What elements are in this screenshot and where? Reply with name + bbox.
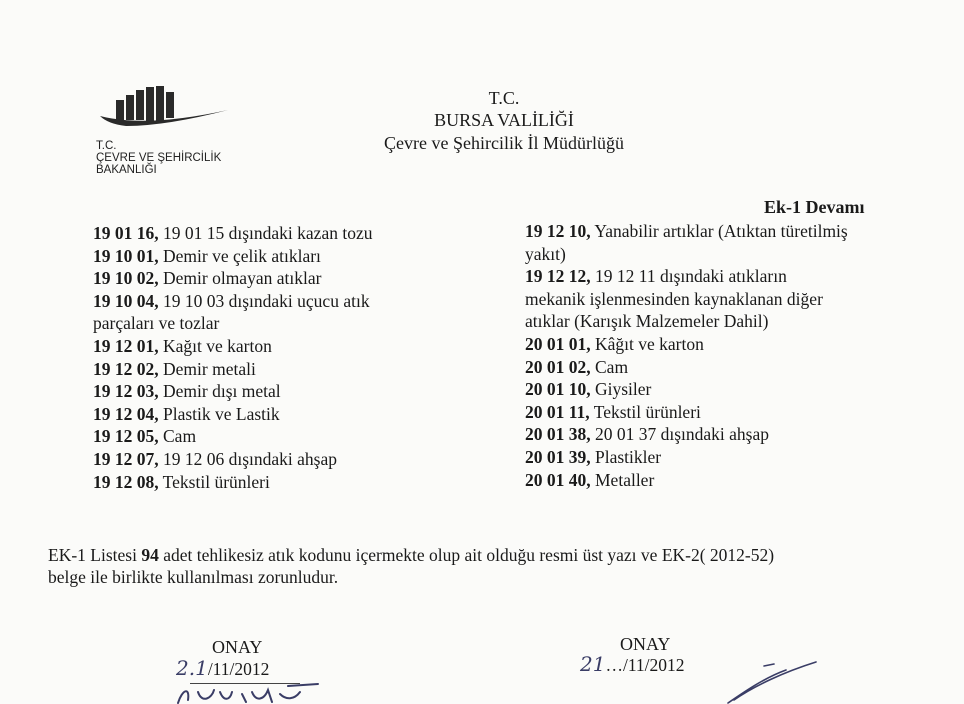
list-item: parçaları ve tozlar: [93, 313, 220, 334]
signature-left-icon: [168, 680, 328, 704]
list-item: mekanik işlenmesinden kaynaklanan diğer: [525, 288, 823, 309]
left-waste-code-list: [93, 222, 372, 493]
handwritten-day-left: 2.1: [176, 656, 208, 680]
logo-text: [96, 140, 221, 176]
list-item: 19 10 01, Demir ve çelik atıkları: [93, 245, 321, 266]
handwritten-day-right: 21: [580, 652, 606, 676]
list-item: 20 01 40, Metaller: [525, 469, 655, 490]
list-item: 20 01 39, Plastikler: [525, 446, 662, 467]
list-item: 19 12 10, Yanabilir artıklar (Atıktan türetilmiş: [525, 221, 848, 241]
header-directorate: Çevre ve Şehircilik İl Müdürlüğü: [384, 133, 624, 153]
approval-label-left: ONAY: [212, 637, 263, 657]
waste-code-count: 94: [141, 545, 159, 565]
list-item: 19 10 02, Demir olmayan atıklar: [93, 268, 322, 289]
usage-note: [48, 544, 774, 588]
logo-line-3: BAKANLIĞI: [96, 164, 157, 176]
list-item: 20 01 11, Tekstil ürünleri: [525, 401, 701, 422]
approval-label-right: ONAY: [620, 634, 671, 654]
list-item: 19 12 04, Plastik ve Lastik: [93, 403, 280, 424]
header-governorship: BURSA VALİLİĞİ: [434, 110, 574, 130]
logo-line-2: ÇEVRE VE ŞEHİRCİLİK: [96, 152, 222, 164]
list-item: 19 12 12, 19 12 11 dışındaki atıkların: [525, 266, 787, 287]
list-item: yakıt): [525, 243, 566, 264]
header-tc: T.C.: [488, 88, 520, 108]
list-item: 19 12 01, Kağıt ve karton: [93, 335, 272, 356]
list-item: 19 12 05, Cam: [93, 426, 197, 447]
ministry-logo-icon: [96, 86, 236, 136]
list-item: 19 12 07, 19 12 06 dışındaki ahşap: [93, 448, 338, 469]
usage-note-line-2: belge ile birlikte kullanılması zorunludur.: [48, 567, 339, 587]
list-item: 19 01 16, 19 01 15 dışındaki kazan tozu: [93, 223, 373, 243]
list-item: 20 01 01, Kâğıt ve karton: [525, 333, 704, 354]
list-item: 20 01 38, 20 01 37 dışındaki ahşap: [525, 424, 770, 445]
logo-line-1: T.C.: [96, 140, 117, 152]
list-item: 20 01 10, Giysiler: [525, 379, 652, 400]
list-item: 19 12 08, Tekstil ürünleri: [93, 471, 270, 492]
approval-date-left: 2.1/11/2012: [176, 656, 270, 680]
list-item: 19 10 04, 19 10 03 dışındaki uçucu atık: [93, 290, 370, 311]
list-item: 19 12 02, Demir metali: [93, 358, 256, 379]
annex-label: Ek-1 Devamı: [764, 197, 865, 217]
list-item: 19 12 03, Demir dışı metal: [93, 381, 281, 402]
usage-note-line-1: EK-1 Listesi 94 adet tehlikesiz atık kodunu içermekte olup ait olduğu resmi üst yazı ve EK-2( 2012-52): [48, 545, 775, 565]
signature-right-icon: [724, 660, 824, 704]
right-waste-code-list: [525, 220, 848, 491]
list-item: atıklar (Karışık Malzemeler Dahil): [525, 311, 769, 332]
approval-date-right: 21…/11/2012: [580, 652, 685, 676]
list-item: 20 01 02, Cam: [525, 356, 629, 377]
